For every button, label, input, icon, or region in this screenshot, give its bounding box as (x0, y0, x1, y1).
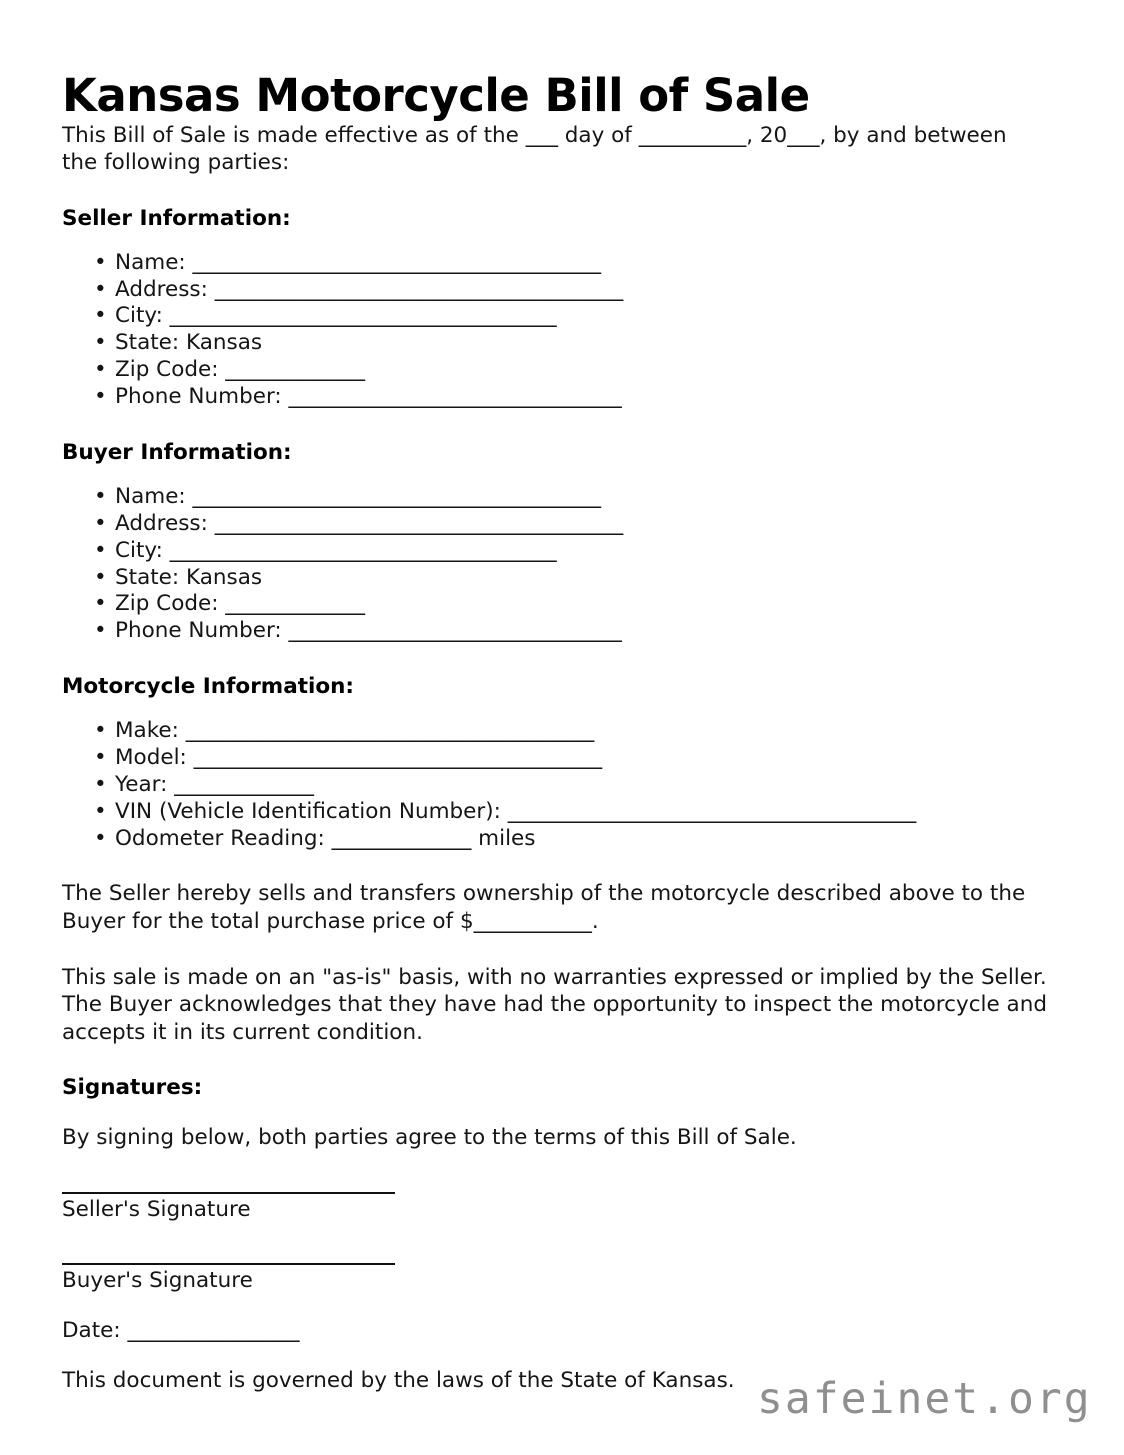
motorcycle-information-heading: Motorcycle Information: (62, 674, 355, 700)
list-item: • VIN (Vehicle Identification Number): ______________________________________ (62, 799, 1062, 826)
buyer-field-list (62, 484, 1062, 645)
spacer (62, 467, 1062, 484)
list-item: • Phone Number: _______________________________ (62, 618, 1062, 645)
seller-signature-label: Seller's Signature (62, 1196, 251, 1222)
list-item: • Model: ______________________________________ (62, 745, 1062, 772)
seller-signature-line[interactable] (62, 1192, 395, 1194)
list-item: • Name: ______________________________________ (62, 250, 1062, 277)
spacer (62, 1295, 1062, 1317)
signatures-heading: Signatures: (62, 1075, 203, 1101)
motorcycle-field-list (62, 718, 1062, 852)
as-is-paragraph: This sale is made on an "as-is" basis, with no warranties expressed or implied by the Seller. The Buyer acknowledges that they have had the opportunity to inspect the motorcycle and accepts it in its current condition. (62, 964, 1048, 1045)
list-item: • Odometer Reading: _____________ miles (62, 826, 1062, 853)
list-item: • Name: ______________________________________ (62, 484, 1062, 511)
list-item: • Make: ______________________________________ (62, 718, 1062, 745)
intro-paragraph: This Bill of Sale is made effective as of the ___ day of __________, 20___, by and between the following parties: (62, 122, 1007, 176)
spacer (62, 852, 1062, 880)
buyer-information-heading: Buyer Information: (62, 439, 292, 465)
spacer (62, 1345, 1062, 1367)
spacer (62, 645, 1062, 673)
list-item: • Phone Number: _______________________________ (62, 384, 1062, 411)
spacer (62, 1102, 1062, 1124)
list-item: • City: ____________________________________ (62, 538, 1062, 565)
signature-agreement-text: By signing below, both parties agree to the terms of this Bill of Sale. (62, 1124, 797, 1150)
list-item: • Address: ______________________________________ (62, 511, 1062, 538)
list-item: • Zip Code: _____________ (62, 357, 1062, 384)
list-item: • State: Kansas (62, 565, 1062, 592)
list-item: • Zip Code: _____________ (62, 591, 1062, 618)
spacer (62, 936, 1062, 964)
seller-information-heading: Seller Information: (62, 205, 291, 231)
document-content (62, 62, 1062, 1394)
list-item: • State: Kansas (62, 330, 1062, 357)
transfer-paragraph: The Seller hereby sells and transfers ownership of the motorcycle described above to the Buyer for the total purchase price of $___________. (62, 881, 1026, 934)
spacer (62, 233, 1062, 250)
governing-law-text: This document is governed by the laws of the State of Kansas. (62, 1367, 735, 1393)
seller-signature-block (62, 1192, 1062, 1224)
buyer-signature-block (62, 1263, 1062, 1295)
page-title: Kansas Motorcycle Bill of Sale (62, 69, 810, 122)
site-watermark: safeinet.org (757, 1374, 1092, 1424)
seller-field-list (62, 250, 1062, 411)
list-item: • City: ____________________________________ (62, 303, 1062, 330)
list-item: • Address: ______________________________________ (62, 277, 1062, 304)
list-item: • Year: _____________ (62, 772, 1062, 799)
buyer-signature-label: Buyer's Signature (62, 1268, 253, 1294)
spacer (62, 1046, 1062, 1074)
spacer (62, 177, 1062, 205)
buyer-signature-line[interactable] (62, 1263, 395, 1265)
spacer (62, 701, 1062, 718)
date-line[interactable]: Date: ________________ (62, 1318, 300, 1344)
spacer (62, 411, 1062, 439)
